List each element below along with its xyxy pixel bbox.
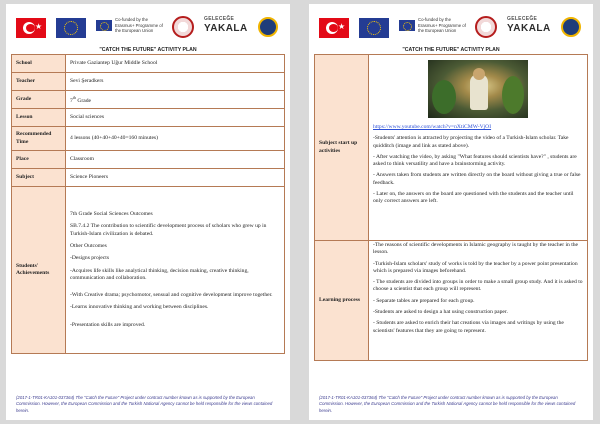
page-right (309, 4, 593, 420)
achievement-item: -Presentation skills are improved. (70, 321, 146, 328)
achievement-item: -Designs projects (70, 255, 109, 262)
subject-value: Science Pioneers (66, 169, 285, 187)
start-activities-label: Subject start up activities (315, 55, 369, 241)
learning-item: - Students are asked to enrich their hat creations via images and writings by using the scientists' features that they are going to represent. (373, 320, 564, 334)
turkey-flag-icon: ★ (319, 18, 349, 38)
start-item: - Later on, the answers on the board are questioned with the students and the teacher until only correct answers are left. (373, 191, 574, 205)
youtube-link[interactable]: https://www.youtube.com/watch?v=nXtiCMW-VjOI (373, 124, 492, 130)
table-row (315, 55, 588, 241)
start-activities-value (369, 55, 588, 241)
erasmus-cofunded-logo (399, 17, 469, 39)
logo-text-bottom: YAKALA (507, 23, 551, 34)
eu-flag-icon (359, 18, 389, 38)
grade-suffix: th (72, 94, 76, 100)
grade-label: Grade (12, 91, 66, 109)
document-title: "CATCH THE FUTURE" ACTIVITY PLAN (99, 47, 197, 53)
grade-value (66, 91, 285, 109)
national-agency-seal-icon (475, 16, 499, 40)
learning-item: -Students are asked to design a hat using construction paper. (373, 309, 508, 316)
start-item: - After watching the video, by asking "What features should scientists have?" , students are asked to think versatility and have a brainstorming activity. (373, 153, 577, 168)
logo-text-bottom: YAKALA (204, 23, 248, 34)
logo-circle-icon (561, 17, 581, 37)
achievement-item: 7th Grade Social Sciences Outcomes (70, 211, 153, 218)
table-row (12, 55, 285, 73)
funding-disclaimer: (2017-1-TR01-KA101-037364) The "Catch the Future" Project under contract number known as is supported by the European Commission. However, the European Commission and the Turkish National Agency cannot be held responsible for the views contained herein. (16, 394, 273, 413)
page-left (6, 4, 290, 420)
document-title: "CATCH THE FUTURE" ACTIVITY PLAN (402, 47, 500, 53)
table-row (315, 241, 588, 361)
logo-text-top: GELECEĞE (204, 16, 235, 22)
time-label: Recommended Time (12, 127, 66, 151)
achievements-label: Students' Achievements (12, 187, 66, 354)
gelecege-yakala-logo (507, 16, 583, 40)
logo-circle-icon (258, 17, 278, 37)
learning-process-value (369, 241, 588, 361)
learning-item: -The reasons of scientific developments in Islamic geography is taught by the teacher in the lesson. (373, 242, 579, 256)
video-thumbnail-image[interactable] (428, 60, 528, 118)
subject-label: Subject (12, 169, 66, 187)
lesson-value: Social sciences (66, 109, 285, 127)
start-item: - Answers taken from students are written directly on the board without giving a true or false feedback. (373, 172, 581, 186)
learning-process-label: Learning process (315, 241, 369, 361)
table-row (12, 109, 285, 127)
turkey-flag-icon: ★ (16, 18, 46, 38)
achievement-item: Other Outcomes (70, 242, 107, 249)
logo-text-top: GELECEĞE (507, 16, 538, 22)
achievements-value (66, 187, 285, 354)
gelecege-yakala-logo (204, 16, 280, 40)
national-agency-seal-icon (172, 16, 196, 40)
achievement-item: -Acquires life skills like analytical thinking, decision making, creative thinking, communication and collaboration. (70, 267, 249, 281)
eu-flag-icon (56, 18, 86, 38)
cofunded-text: Co-funded by the Erasmus+ Programme of the European Union (115, 17, 163, 34)
start-item: -Students' attention is attracted by projecting the video of a Turkish-Islam scholar. Take quidditch (image and link as stated above). (373, 135, 569, 149)
table-row (12, 151, 285, 169)
grade-word: Grade (75, 97, 91, 104)
table-row (12, 91, 285, 109)
funding-disclaimer: (2017-1-TR01-KA101-037364) The "Catch the Future" Project under contract number known as is supported by the European Commission. However, the European Commission and the Turkish National Agency cannot be held responsible for the views contained herein. (319, 394, 576, 413)
logo-bar (16, 16, 280, 42)
learning-item: - Separate tables are prepared for each group. (373, 297, 475, 304)
table-row (12, 187, 285, 354)
grade-number: 7 (70, 97, 73, 104)
school-label: School (12, 55, 66, 73)
achievement-item: -Learns innovative thinking and working between disciplines. (70, 304, 209, 311)
cofunded-text: Co-funded by the Erasmus+ Programme of the European Union (418, 17, 466, 34)
erasmus-cofunded-logo (96, 17, 166, 39)
place-label: Place (12, 151, 66, 169)
logo-bar (319, 16, 583, 42)
learning-item: - The students are divided into groups in order to make a small group study. And it is asked to choose a scientist that each group will represent. (373, 279, 583, 293)
activity-plan-table (11, 54, 285, 354)
table-row (12, 73, 285, 91)
teacher-label: Teacher (12, 73, 66, 91)
table-row (12, 127, 285, 151)
achievement-item: -With Creative drama; psychomotor, sensual and cognitive development improve together. (70, 292, 273, 299)
activity-plan-table (314, 54, 588, 361)
teacher-value: Sevi Şeradkers (66, 73, 285, 91)
place-value: Classroom (66, 151, 285, 169)
school-value: Private Gaziantep Uğur Middle School (66, 55, 285, 73)
learning-item: -Turkish-Islam scholars' study of works is told by the teacher by a power point presentation which is prepared via images beforehand. (373, 260, 578, 274)
table-row (12, 169, 285, 187)
lesson-label: Lesson (12, 109, 66, 127)
time-value: 4 lessons (40+40+40+40=160 minutes) (66, 127, 285, 151)
achievement-item: SB.7.4.2 The contribution to scientific development process of scholars who grew up in Turkish-Islam civilization is debated. (70, 223, 267, 237)
